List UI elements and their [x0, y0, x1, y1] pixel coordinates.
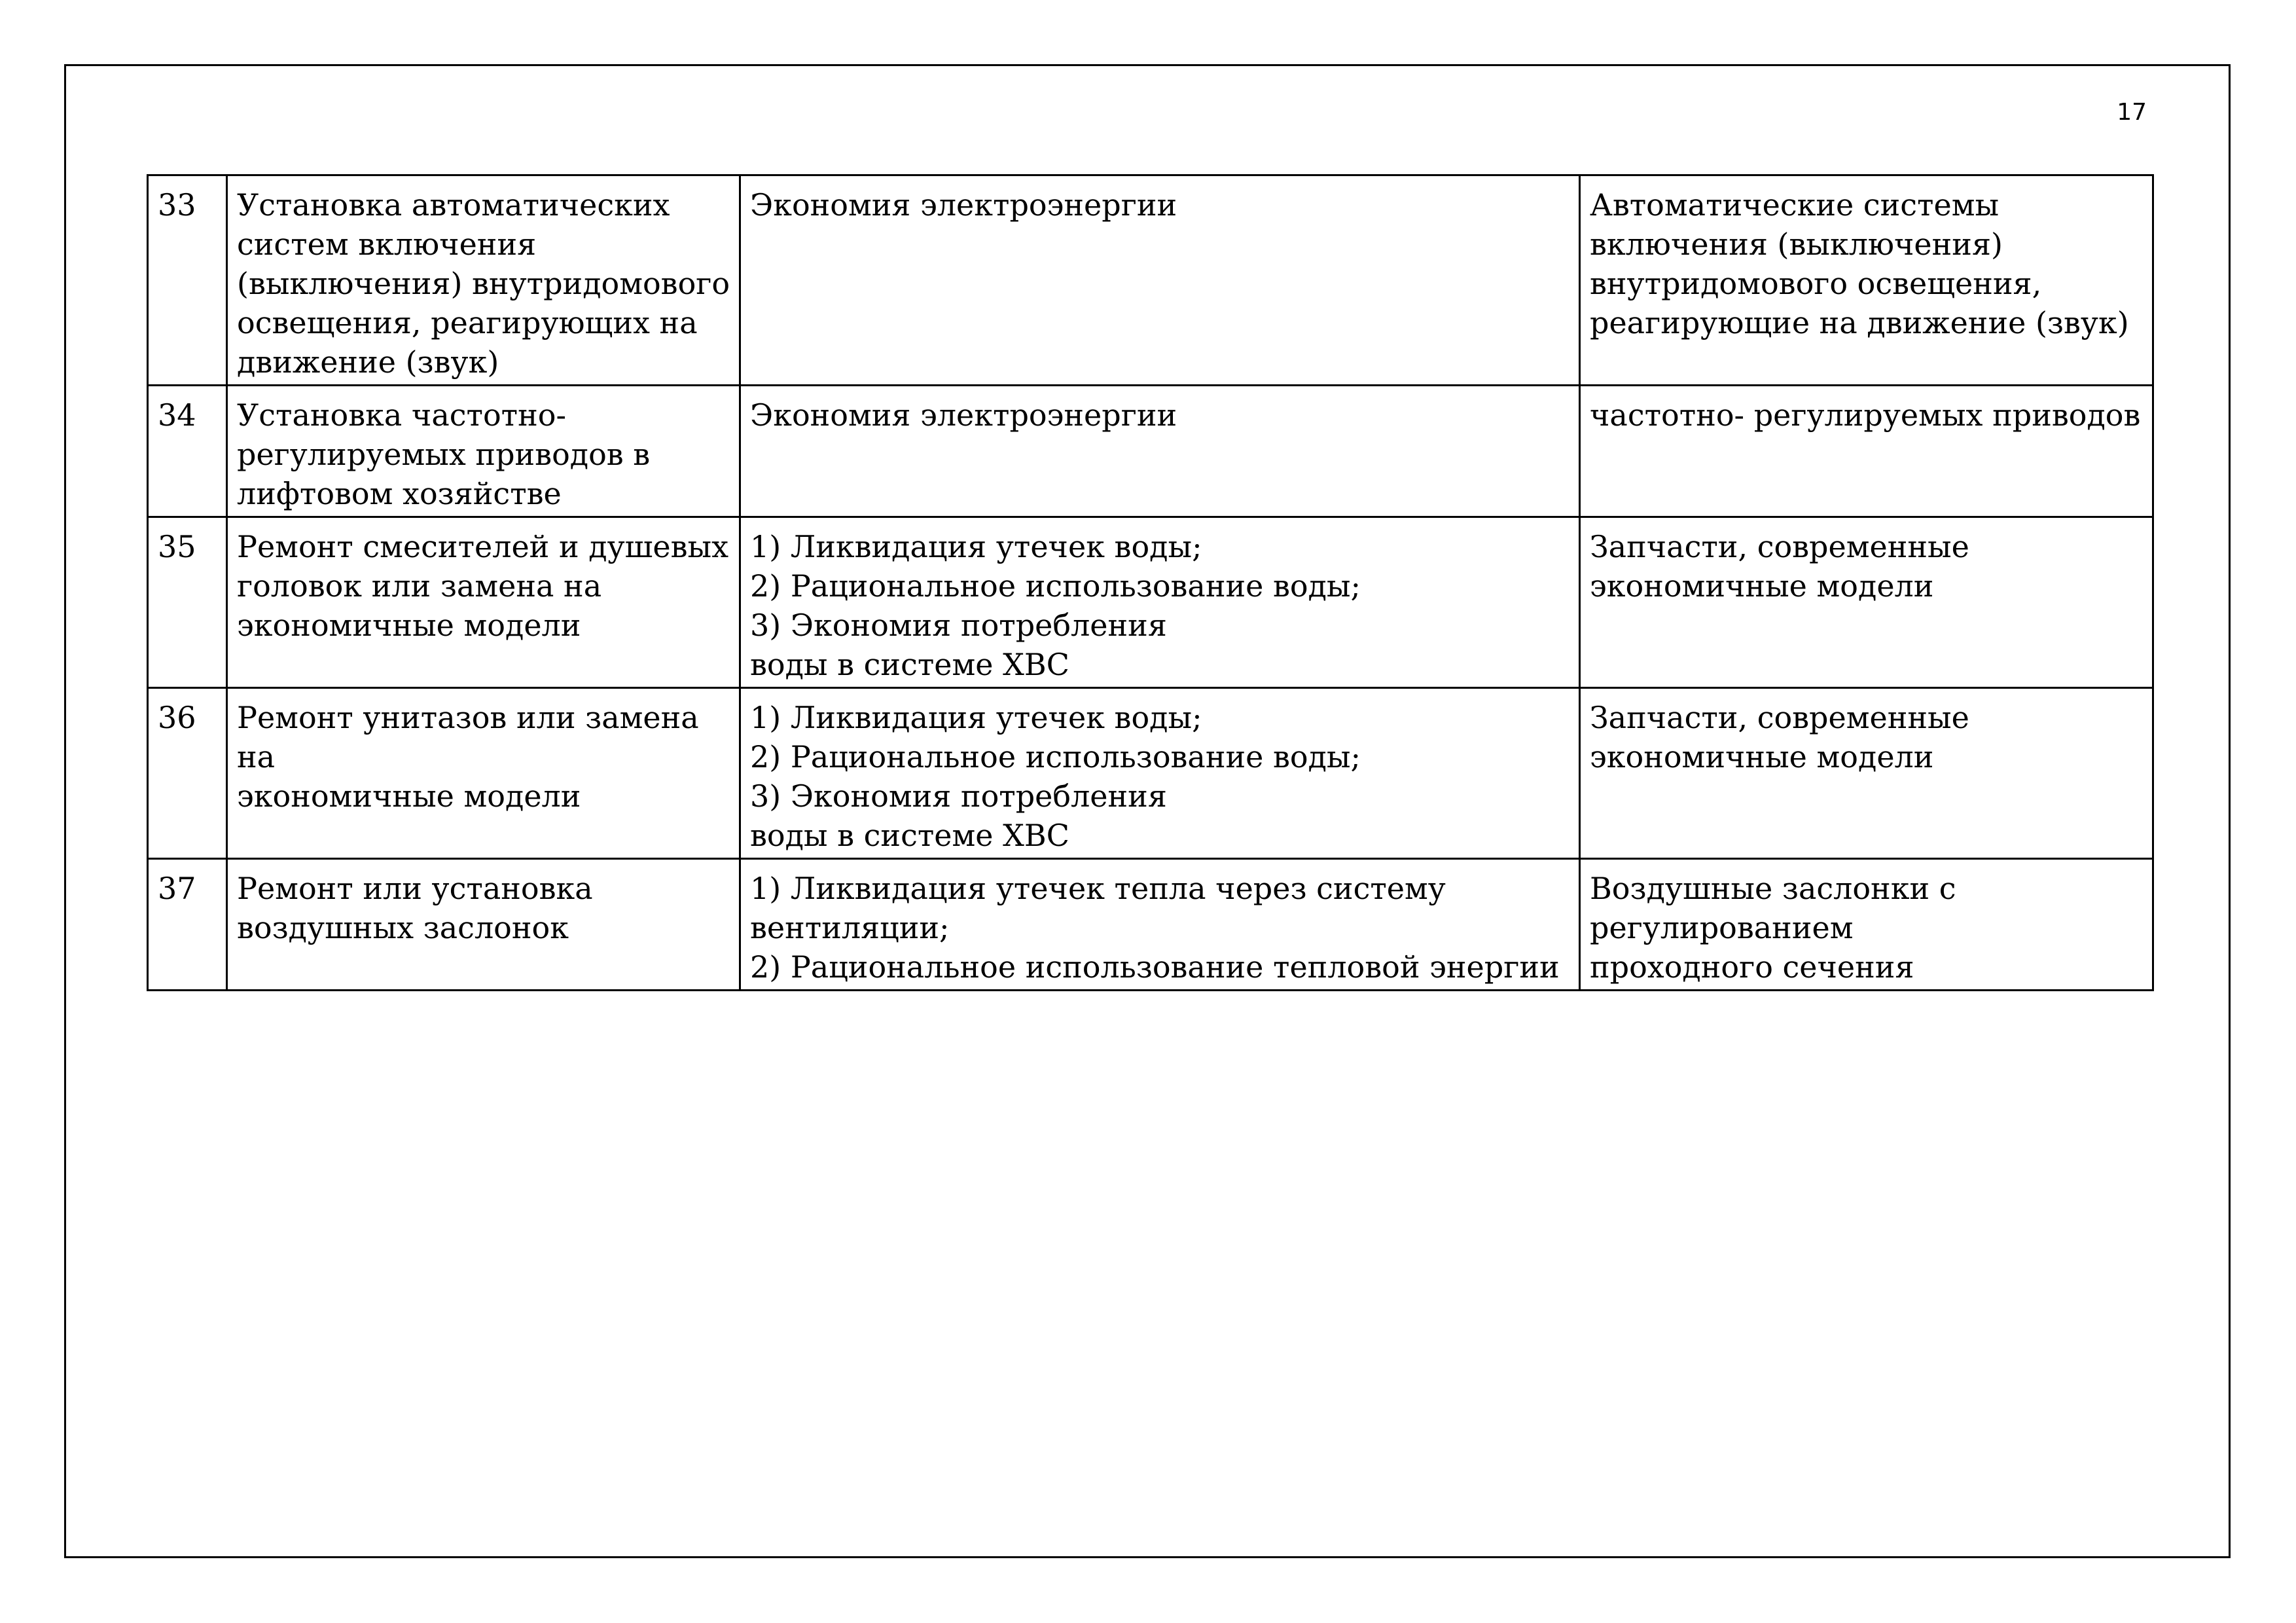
measure-effect: Экономия электроэнергии — [740, 386, 1580, 517]
table-row — [148, 386, 2153, 517]
row-number: 36 — [148, 688, 227, 859]
measure-name: Ремонт или установка воздушных заслонок — [227, 859, 740, 991]
row-number: 37 — [148, 859, 227, 991]
table-row — [148, 859, 2153, 991]
measure-equipment: Запчасти, современные экономичные модели — [1580, 517, 2153, 688]
measure-name: Ремонт унитазов или замена на экономичные модели — [227, 688, 740, 859]
measure-name: Установка автоматических систем включения (выключения) внутридомового освещения, реагирующих на движение (звук) — [227, 175, 740, 386]
measure-equipment: Автоматические системы включения (выключения) внутридомового освещения, реагирующие на движение (звук) — [1580, 175, 2153, 386]
measure-effect: Экономия электроэнергии — [740, 175, 1580, 386]
measure-equipment: частотно- регулируемых приводов — [1580, 386, 2153, 517]
table-row — [148, 517, 2153, 688]
measure-effect: 1) Ликвидация утечек воды; 2) Рациональное использование воды; 3) Экономия потребления воды в системе ХВС — [740, 688, 1580, 859]
table-row — [148, 175, 2153, 386]
page-number: 17 — [2117, 99, 2147, 126]
measure-equipment: Запчасти, современные экономичные модели — [1580, 688, 2153, 859]
row-number: 33 — [148, 175, 227, 386]
measure-effect: 1) Ликвидация утечек воды; 2) Рациональное использование воды; 3) Экономия потребления воды в системе ХВС — [740, 517, 1580, 688]
measure-equipment: Воздушные заслонки с регулированием проходного сечения — [1580, 859, 2153, 991]
measure-effect: 1) Ликвидация утечек тепла через систему вентиляции; 2) Рациональное использование тепловой энергии — [740, 859, 1580, 991]
row-number: 34 — [148, 386, 227, 517]
measures-table — [147, 174, 2154, 991]
measure-name: Ремонт смесителей и душевых головок или замена на экономичные модели — [227, 517, 740, 688]
measure-name: Установка частотно- регулируемых приводов в лифтовом хозяйстве — [227, 386, 740, 517]
row-number: 35 — [148, 517, 227, 688]
table-row — [148, 688, 2153, 859]
